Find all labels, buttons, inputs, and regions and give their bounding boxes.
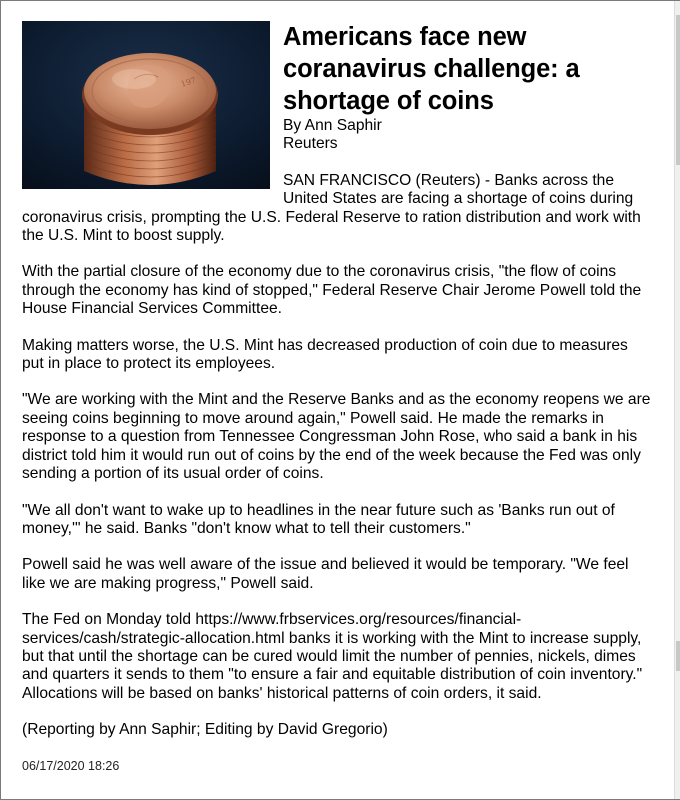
paragraph-5: "We all don't want to wake up to headlines in the near future such as 'Banks run out of money,'" he said. Banks "don't know what to tell their customers." [22, 501, 615, 537]
scrollbar-thumb[interactable] [676, 15, 680, 165]
paragraph-credits: (Reporting by Ann Saphir; Editing by David Gregorio) [22, 721, 388, 739]
vertical-scrollbar[interactable] [674, 1, 680, 799]
article-byline: By Ann Saphir [283, 117, 382, 134]
article-body [22, 21, 652, 774]
paragraph-1: SAN FRANCISCO (Reuters) - Banks across the United States are facing a shortage of coins during coronavirus crisis, prompting the U.S. Federal Reserve to ration distribution and work with the U.S. Mint to boost supply. [22, 171, 641, 245]
svg-text:197: 197 [179, 75, 198, 89]
article-source: Reuters [283, 135, 338, 153]
article-headline: Americans face new coranavirus challenge: a shortage of coins [283, 23, 580, 115]
paragraph-7: The Fed on Monday told https://www.frbservices.org/resources/financial-services/cash/strategic-allocation.html banks it is working with the Mint to increase supply, but that until the shortage can be cured would limit the number of pennies, nickels, dimes and quarters it sends to them "to ensure a fair and equitable distribution of coin inventory." Allocations will be based on banks' historical patterns of coin orders, it said. [22, 611, 643, 702]
paragraph-6: Powell said he was well aware of the issue and believed it would be temporary. "We feel like we are making progress," Powell said. [22, 556, 629, 592]
scrollbar-marker [676, 641, 680, 671]
paragraph-2: With the partial closure of the economy due to the coronavirus crisis, "the flow of coins through the economy has kind of stopped," Federal Reserve Chair Jerome Powell told the House Financial Services Committee. [22, 263, 642, 318]
article-timestamp: 06/17/2020 18:26 [22, 758, 120, 773]
coins-photo [22, 21, 270, 189]
paragraph-4: "We are working with the Mint and the Reserve Banks and as the economy reopens we are seeing coins beginning to move around again," Powell said. He made the remarks in response to a question from Tennessee Congressman John Rose, who said a bank in his district told him it would run out of coins by the end of the week because the Fed was only sending a portion of its usual order of coins. [22, 391, 651, 483]
paragraph-3: Making matters worse, the U.S. Mint has decreased production of coin due to measures put in place to protect its employees. [22, 336, 628, 373]
